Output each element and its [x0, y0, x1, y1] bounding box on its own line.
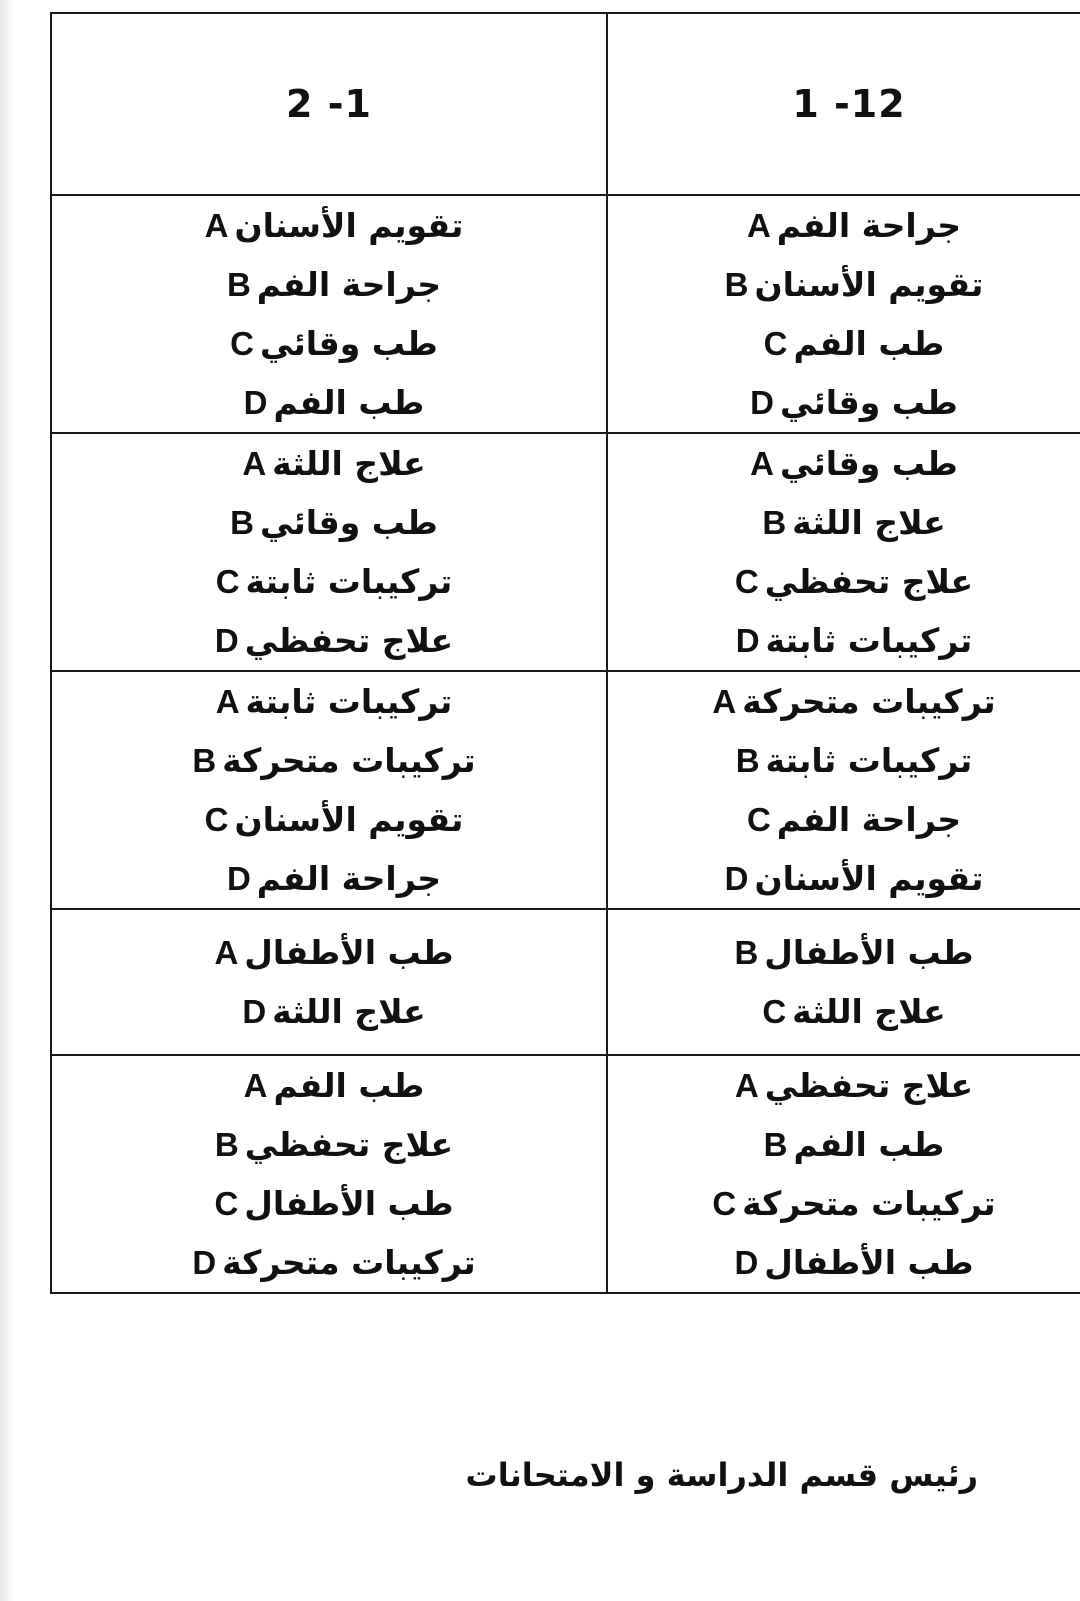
option-line: [608, 849, 1080, 908]
option-letter: A: [746, 207, 771, 244]
option-line: [52, 790, 606, 849]
page-edge-shadow: [0, 0, 14, 1601]
option-text: جراحة الفم: [776, 800, 962, 839]
table-row: [51, 433, 1080, 671]
option-text: جراحة الفم: [256, 859, 442, 898]
option-text: طب الفم: [273, 1066, 425, 1105]
option-line: [608, 982, 1080, 1041]
option-text: علاج اللثة: [792, 992, 946, 1031]
option-text: علاج تحفظي: [244, 621, 454, 660]
option-group-right: [607, 671, 1080, 909]
option-text: طب الأطفال: [764, 1243, 974, 1282]
option-letter: B: [735, 742, 760, 779]
option-line: [52, 672, 606, 731]
rotation-table: [50, 12, 1080, 1294]
option-letter: A: [243, 1067, 268, 1104]
option-letter: B: [214, 1126, 239, 1163]
option-letter: B: [734, 934, 759, 971]
option-text: تقويم الأسنان: [234, 800, 464, 839]
option-text: طب الفم: [793, 1125, 945, 1164]
option-line: [52, 923, 606, 982]
option-line: [608, 493, 1080, 552]
option-text: تركيبات متحركة: [742, 1184, 996, 1223]
option-letter: D: [192, 1244, 217, 1281]
option-text: تركيبات متحركة: [742, 682, 996, 721]
option-line: [52, 1056, 606, 1115]
option-letter: D: [750, 384, 775, 421]
option-group-left: [51, 195, 607, 433]
option-letter: C: [215, 563, 240, 600]
option-line: [608, 1174, 1080, 1233]
option-letter: D: [735, 622, 760, 659]
option-letter: C: [763, 325, 788, 362]
option-letter: D: [214, 622, 239, 659]
option-letter: D: [243, 384, 268, 421]
option-text: علاج تحفظي: [764, 1066, 974, 1105]
option-line: [52, 434, 606, 493]
option-text: طب وقائي: [260, 503, 438, 542]
option-text: علاج اللثة: [792, 503, 946, 542]
option-text: علاج تحفظي: [244, 1125, 454, 1164]
option-line: [52, 373, 606, 432]
header-cell-right: 1 -12: [607, 13, 1080, 195]
option-letter: B: [226, 266, 251, 303]
option-letter: D: [226, 860, 251, 897]
option-letter: D: [734, 1244, 759, 1281]
table-row: [51, 671, 1080, 909]
option-group-left: [51, 433, 607, 671]
option-text: تركيبات متحركة: [222, 1243, 476, 1282]
option-letter: A: [242, 445, 267, 482]
option-text: علاج اللثة: [272, 444, 426, 483]
option-line: [608, 196, 1080, 255]
option-text: علاج تحفظي: [764, 562, 974, 601]
option-group-right: [607, 909, 1080, 1055]
option-text: تقويم الأسنان: [754, 859, 984, 898]
option-text: تركيبات متحركة: [222, 741, 476, 780]
option-line: [608, 790, 1080, 849]
option-text: طب الفم: [793, 324, 945, 363]
option-letter: A: [215, 683, 240, 720]
option-text: طب الأطفال: [244, 1184, 454, 1223]
option-line: [608, 731, 1080, 790]
option-line: [608, 923, 1080, 982]
option-letter: C: [214, 1185, 239, 1222]
table-row: [51, 909, 1080, 1055]
option-letter: B: [763, 1126, 788, 1163]
option-group-right: [607, 433, 1080, 671]
option-text: تقويم الأسنان: [754, 265, 984, 304]
option-text: تركيبات ثابتة: [765, 621, 973, 660]
option-line: [52, 1174, 606, 1233]
option-letter: D: [724, 860, 749, 897]
option-letter: D: [242, 993, 267, 1030]
option-line: [608, 1115, 1080, 1174]
option-letter: B: [724, 266, 749, 303]
option-line: [52, 314, 606, 373]
option-text: طب وقائي: [260, 324, 438, 363]
option-letter: A: [734, 1067, 759, 1104]
option-line: [52, 1115, 606, 1174]
option-line: [608, 255, 1080, 314]
option-line: [608, 314, 1080, 373]
option-group-left: [51, 909, 607, 1055]
option-line: [52, 849, 606, 908]
option-line: [52, 196, 606, 255]
option-letter: A: [750, 445, 775, 482]
table-body: [51, 195, 1080, 1293]
table-row: [51, 195, 1080, 433]
option-line: [52, 255, 606, 314]
option-letter: B: [762, 504, 787, 541]
option-line: [608, 434, 1080, 493]
option-line: [608, 1056, 1080, 1115]
option-text: تركيبات ثابتة: [765, 741, 973, 780]
option-group-left: [51, 671, 607, 909]
option-line: [52, 1233, 606, 1292]
option-text: طب وقائي: [780, 383, 958, 422]
header-row: [51, 13, 1080, 195]
option-text: طب الأطفال: [244, 933, 454, 972]
option-group-left: [51, 1055, 607, 1293]
option-letter: A: [204, 207, 229, 244]
option-text: تركيبات ثابتة: [245, 562, 453, 601]
option-letter: C: [230, 325, 255, 362]
signature-line: رئيس قسم الدراسة و الامتحانات: [465, 1456, 978, 1494]
option-line: [52, 493, 606, 552]
option-line: [608, 552, 1080, 611]
option-letter: A: [712, 683, 737, 720]
option-letter: B: [230, 504, 255, 541]
option-letter: C: [712, 1185, 737, 1222]
option-letter: B: [192, 742, 217, 779]
option-text: طب الأطفال: [764, 933, 974, 972]
option-line: [608, 611, 1080, 670]
option-line: [52, 552, 606, 611]
option-text: طب وقائي: [780, 444, 958, 483]
option-text: جراحة الفم: [776, 206, 962, 245]
option-text: طب الفم: [273, 383, 425, 422]
option-line: [608, 672, 1080, 731]
option-text: تقويم الأسنان: [234, 206, 464, 245]
option-group-right: [607, 1055, 1080, 1293]
option-line: [52, 611, 606, 670]
option-group-right: [607, 195, 1080, 433]
option-text: تركيبات ثابتة: [245, 682, 453, 721]
option-line: [608, 1233, 1080, 1292]
option-letter: C: [762, 993, 787, 1030]
option-line: [52, 982, 606, 1041]
table-row: [51, 1055, 1080, 1293]
option-text: جراحة الفم: [256, 265, 442, 304]
option-line: [608, 373, 1080, 432]
option-line: [52, 731, 606, 790]
option-letter: C: [204, 801, 229, 838]
option-letter: A: [214, 934, 239, 971]
header-cell-left: 2 -1: [51, 13, 607, 195]
option-letter: C: [746, 801, 771, 838]
option-letter: C: [734, 563, 759, 600]
option-text: علاج اللثة: [272, 992, 426, 1031]
